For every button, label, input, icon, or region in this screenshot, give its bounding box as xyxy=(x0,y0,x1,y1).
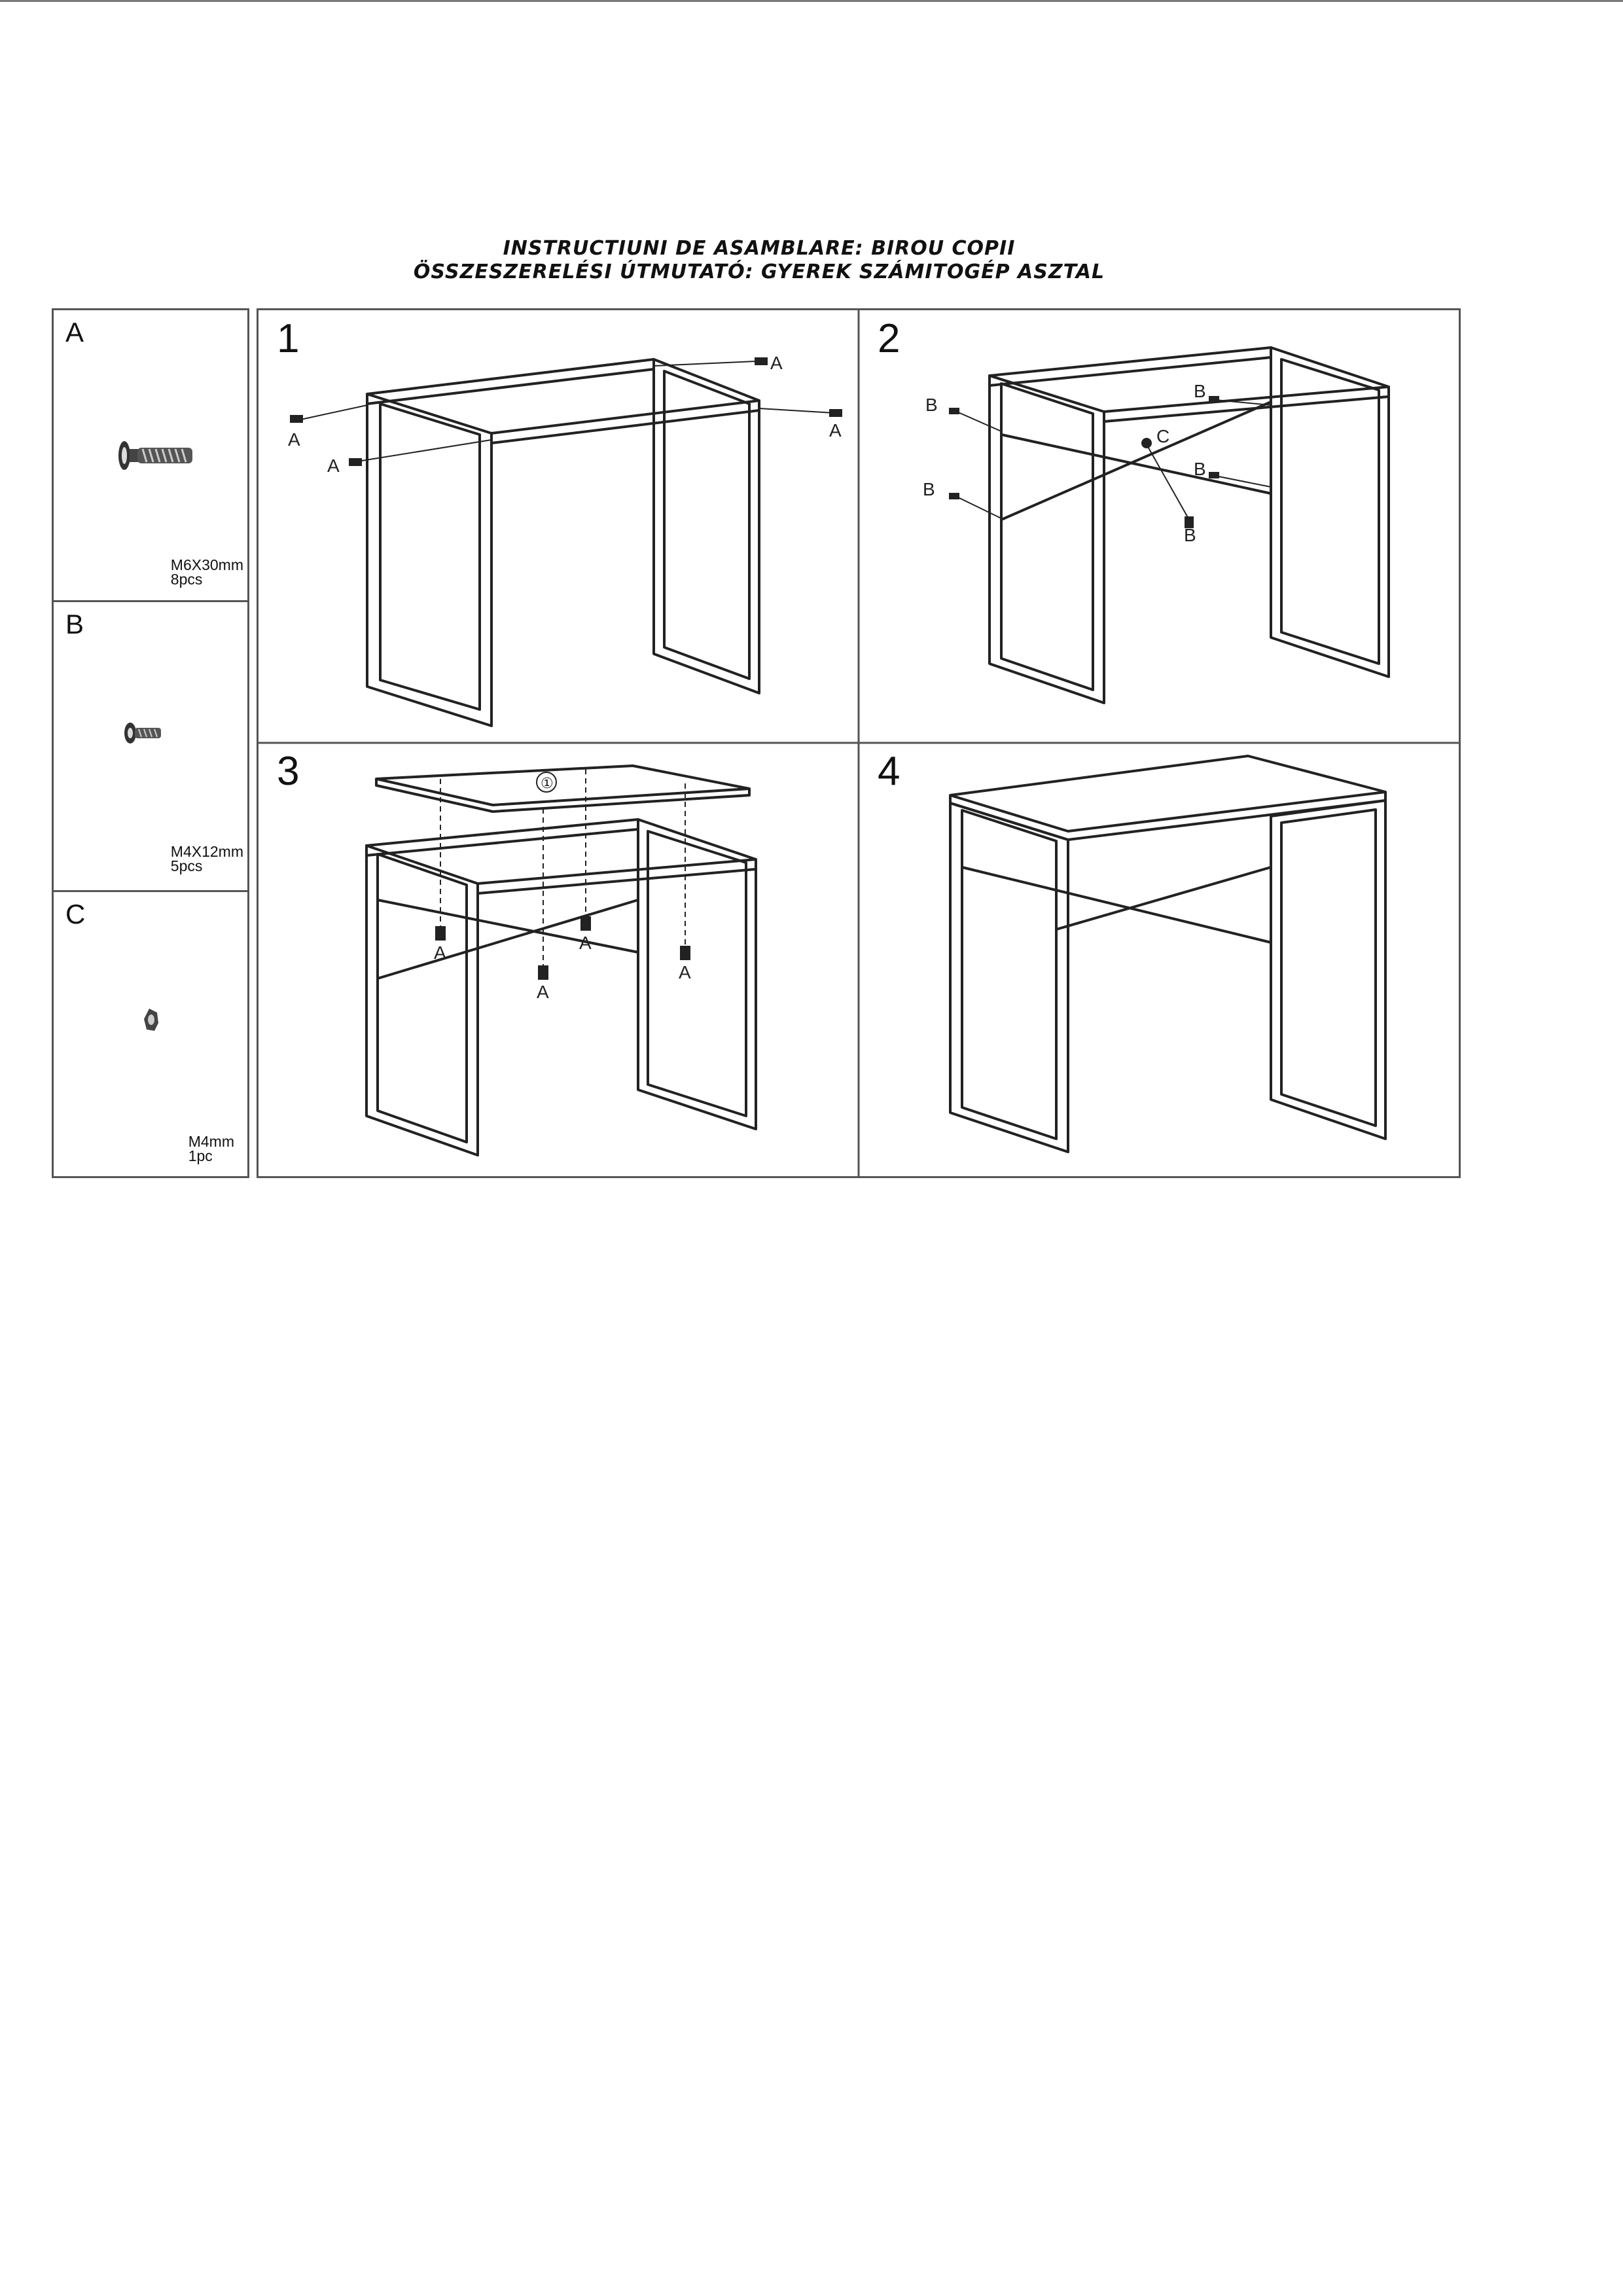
part-a xyxy=(54,310,247,600)
callout-label: A xyxy=(579,933,592,953)
assembly-steps-grid xyxy=(257,308,1461,1178)
callout-label: A xyxy=(537,982,549,1002)
part-size: M4X12mm xyxy=(170,843,243,860)
callout-label: B xyxy=(1194,381,1206,401)
part-size: M4mm xyxy=(188,1133,234,1150)
part-letter: C xyxy=(65,899,86,929)
nut-icon xyxy=(54,892,247,1174)
part-quantity: 1pc xyxy=(188,1147,213,1164)
part-letter: B xyxy=(65,609,84,639)
callout-label: A xyxy=(434,942,446,963)
long-bolt-icon xyxy=(54,310,247,598)
step-4-finished-desk-diagram xyxy=(859,743,1459,1175)
callout-label: A xyxy=(770,353,783,373)
step-3-tabletop-diagram xyxy=(259,743,859,1175)
step-number-4: 4 xyxy=(878,749,901,794)
part-size: M6X30mm xyxy=(170,556,243,573)
part-quantity: 8pcs xyxy=(170,571,203,588)
callout-label: B xyxy=(923,479,935,499)
part-letter: A xyxy=(65,317,84,348)
step-number-1: 1 xyxy=(277,316,300,361)
step-1-frame-assembly-diagram xyxy=(259,310,859,743)
part-b xyxy=(54,600,247,890)
callout-label: A xyxy=(327,456,340,476)
callout-label: B xyxy=(1194,459,1206,479)
callout-label: B xyxy=(1184,525,1196,545)
step-number-2: 2 xyxy=(878,316,901,361)
callout-label: A xyxy=(679,962,691,982)
document-title-ro: INSTRUCTIUNI DE ASAMBLARE: BIROU COPII xyxy=(503,237,1016,260)
callout-label: C xyxy=(1156,426,1170,446)
callout-label: A xyxy=(829,420,842,440)
step-2-cross-brace-diagram xyxy=(859,310,1459,743)
hardware-parts-list xyxy=(52,308,249,1178)
top-rule xyxy=(0,0,1623,2)
part-c xyxy=(54,890,247,1176)
callout-label: B xyxy=(925,395,938,415)
part-quantity: 5pcs xyxy=(170,857,203,874)
step-number-3: 3 xyxy=(277,749,300,794)
tabletop-panel-label: ① xyxy=(541,776,554,792)
document-title-hu: ÖSSZESZERELÉSI ÚTMUTATÓ: GYEREK SZÁMITOGÉP ASZTAL xyxy=(413,260,1105,283)
callout-label: A xyxy=(288,429,300,450)
